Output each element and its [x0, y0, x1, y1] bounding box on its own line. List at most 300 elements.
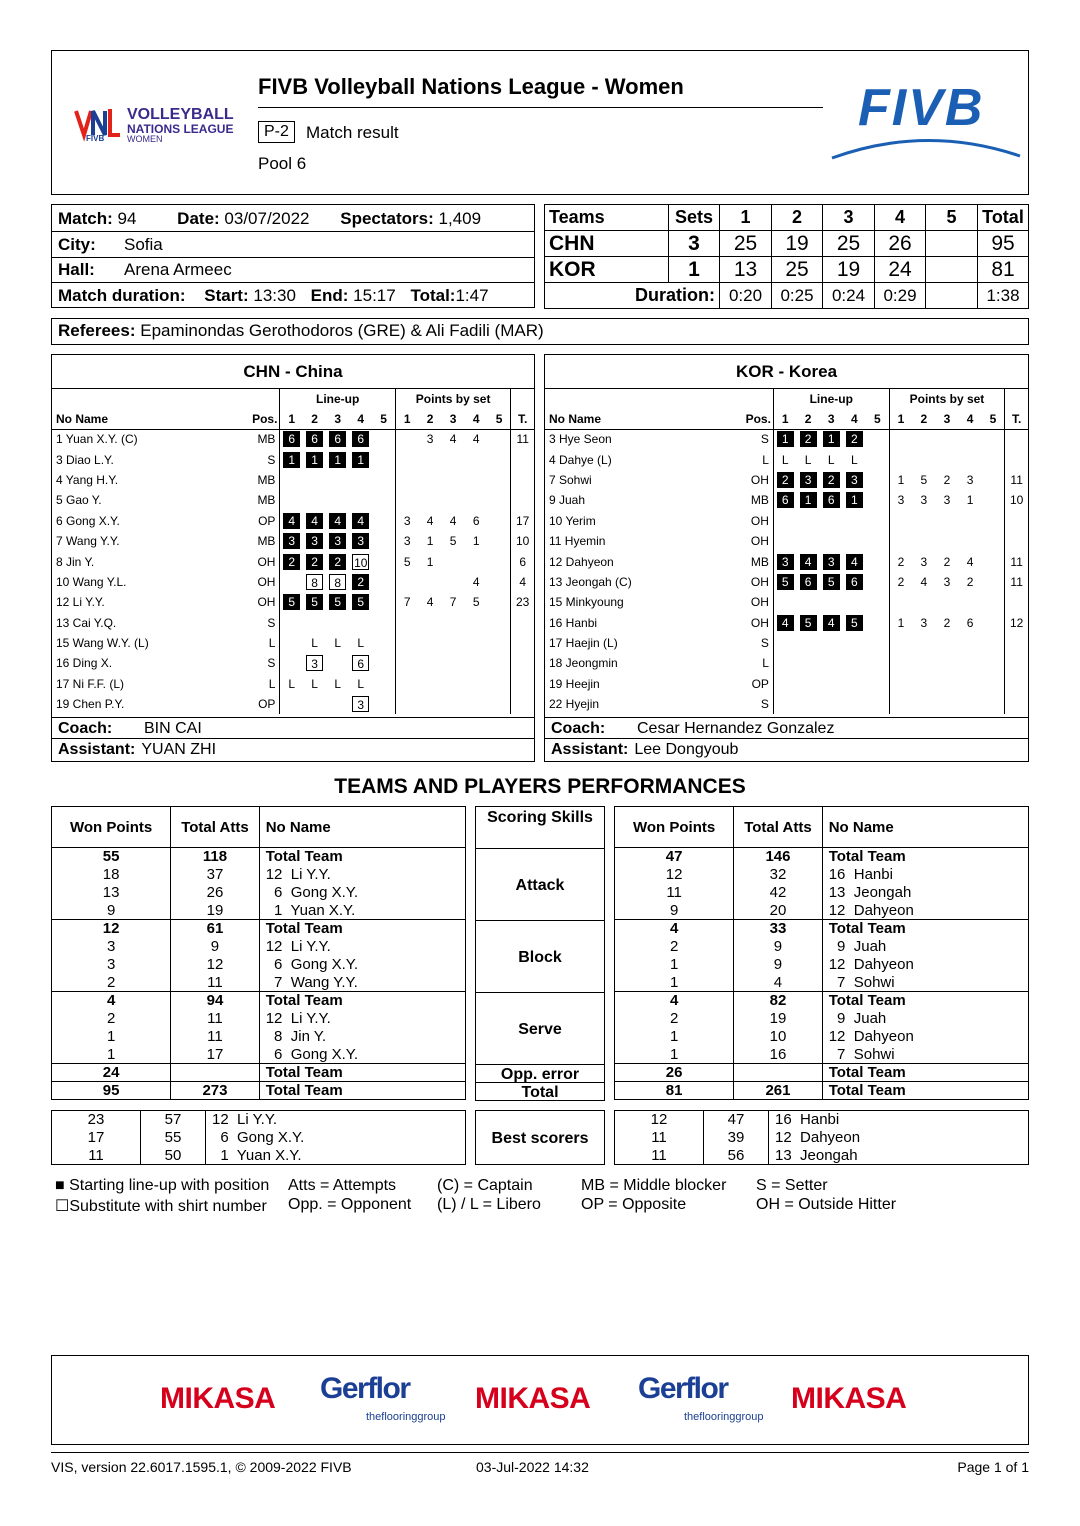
set-points-cell [465, 551, 488, 571]
roster-group-header [52, 389, 534, 409]
lineup-cell [372, 449, 395, 469]
player-position: OP [248, 511, 280, 531]
player-position: S [248, 449, 280, 469]
set-points-cell [395, 470, 418, 490]
set-points-cell: 2 [943, 472, 951, 487]
player-position: L [741, 449, 773, 469]
starting-position-box: 1 [846, 492, 863, 508]
set-points-cell: 3 [426, 432, 434, 447]
skill-total: Total [475, 1082, 605, 1101]
lineup-cell [372, 694, 395, 714]
starting-position-box: 5 [777, 574, 794, 590]
lineup-cell [820, 633, 843, 653]
col-lineup-set: 1 [280, 409, 303, 429]
player-position: OH [741, 511, 773, 531]
set-points-cell: 3 [920, 615, 928, 630]
won-points: 11 [615, 884, 734, 902]
set-points-cell [959, 694, 982, 714]
set-points-cell [395, 694, 418, 714]
col-lineup-set: 4 [349, 409, 372, 429]
won-points: 4 [615, 992, 734, 1010]
total-attempts: 82 [734, 992, 823, 1010]
starting-position-box: 2 [352, 574, 369, 590]
set-points-cell [935, 674, 958, 694]
player-total-points: 10 [1005, 490, 1028, 510]
end-label: End: [310, 286, 349, 305]
won-points: 4 [52, 992, 171, 1010]
lineup-cell [326, 572, 349, 592]
player-row [52, 674, 534, 694]
starting-position-box: 6 [283, 431, 300, 447]
performance-row [615, 1010, 1029, 1028]
total-attempts: 50 [141, 1147, 206, 1165]
spectators-label: Spectators: [340, 209, 434, 228]
divider [52, 257, 534, 258]
player-name: 9 Juah [549, 493, 586, 508]
player-row [545, 551, 1028, 571]
performance-row [615, 902, 1029, 920]
lineup-cell [303, 531, 326, 551]
player-row [52, 449, 534, 469]
roster-column-header [545, 409, 1028, 429]
player-name: 22 Hyejin [549, 697, 600, 712]
skill-opp-error: Opp. error [475, 1064, 605, 1083]
set-points-cell [395, 449, 418, 469]
starting-position-box: 4 [352, 513, 369, 529]
performance-row [52, 1046, 466, 1064]
player-position: L [741, 653, 773, 673]
lineup-cell: L [781, 452, 789, 467]
player-total-points [511, 674, 534, 694]
blank-cell [52, 389, 280, 409]
start-label: Start: [204, 286, 249, 305]
roster-table [52, 389, 534, 714]
won-points: 9 [615, 902, 734, 920]
total-attempts: 55 [141, 1129, 206, 1147]
set-points-cell: 2 [943, 615, 951, 630]
lineup-cell [843, 470, 866, 490]
lineup-cell [280, 572, 303, 592]
team-roster-chn [51, 354, 535, 762]
assistant-label: Assistant: [551, 740, 629, 758]
performance-row [615, 848, 1029, 866]
total-attempts: 261 [734, 1082, 823, 1100]
footer-timestamp: 03-Jul-2022 14:32 [476, 1459, 589, 1475]
player-or-team: 12 Dahyeon [828, 901, 914, 919]
player-row [52, 470, 534, 490]
score-row-kor [545, 257, 1029, 283]
referees-label: Referees: [58, 321, 136, 340]
substitute-box: 8 [306, 574, 323, 590]
performance-row [52, 1028, 466, 1046]
blank-cell [511, 389, 534, 409]
lineup-cell [843, 572, 866, 592]
performance-row [52, 974, 466, 992]
total-value: 1:47 [455, 286, 489, 305]
score-col-total: Total [978, 205, 1029, 231]
gerflor-logo: Gerflor [638, 1372, 728, 1405]
set-points-cell [889, 633, 912, 653]
match-date: 03/07/2022 [224, 209, 310, 228]
lineup-cell [280, 694, 303, 714]
col-no-name: No Name [52, 409, 248, 429]
set-points-cell [488, 653, 511, 673]
starting-position-box: 3 [846, 472, 863, 488]
player-total-points [511, 613, 534, 633]
lineup-cell [280, 470, 303, 490]
performance-row [52, 866, 466, 884]
gerflor-tagline: theflooringgroup [684, 1411, 764, 1423]
set-points-cell [419, 674, 442, 694]
lineup-cell [326, 551, 349, 571]
player-row [52, 592, 534, 612]
set-points-cell: 7 [403, 595, 411, 610]
page-title: FIVB Volleyball Nations League - Women [258, 74, 684, 99]
col-lineup-set: 2 [797, 409, 820, 429]
col-lineup-set: 3 [820, 409, 843, 429]
starting-position-box: 2 [800, 431, 817, 447]
won-points: 1 [615, 1028, 734, 1046]
player-row [545, 572, 1028, 592]
lineup-cell [326, 511, 349, 531]
player-name: 10 Wang Y.L. [56, 574, 127, 589]
set-points-cell: 2 [943, 554, 951, 569]
city-value: Sofia [124, 235, 163, 254]
set-points-cell [912, 531, 935, 551]
set-points-cell [912, 674, 935, 694]
lineup-cell [303, 429, 326, 449]
skill-best-scorers: Best scorers [475, 1110, 605, 1165]
performance-row [615, 1111, 1029, 1129]
player-or-team: Total Team [259, 1064, 465, 1082]
lineup-cell [326, 694, 349, 714]
player-row [52, 653, 534, 673]
set-points-cell: 3 [403, 534, 411, 549]
set-points-cell [395, 572, 418, 592]
substitute-box: 3 [306, 655, 323, 671]
performance-row [615, 956, 1029, 974]
set-points-cell [959, 511, 982, 531]
player-name: 19 Chen P.Y. [56, 697, 125, 712]
pool-label: Pool 6 [258, 154, 307, 173]
won-points: 1 [615, 1046, 734, 1064]
lineup-cell [773, 694, 796, 714]
player-total-points [511, 694, 534, 714]
assistant-label: Assistant: [58, 740, 136, 758]
lineup-cell [349, 613, 372, 633]
lineup-cell [773, 531, 796, 551]
performance-row [52, 1129, 466, 1147]
player-total-points: 23 [511, 592, 534, 612]
team-title: CHN - China [52, 355, 534, 389]
lineup-cell [372, 470, 395, 490]
substitute-box: 6 [352, 655, 369, 671]
coach-row [52, 717, 534, 738]
lineup-cell [349, 531, 372, 551]
footer-version: VIS, version 22.6017.1595.1, © 2009-2022 FIVB [51, 1459, 352, 1475]
won-points: 2 [615, 1010, 734, 1028]
performance-row [52, 1010, 466, 1028]
col-points-set: 4 [959, 409, 982, 429]
performance-row [615, 1147, 1029, 1165]
lineup-cell [349, 592, 372, 612]
set-points-cell [959, 653, 982, 673]
set-points-cell [982, 613, 1005, 633]
total-attempts: 42 [734, 884, 823, 902]
set-points-cell: 3 [403, 513, 411, 528]
lineup-cell [372, 531, 395, 551]
total-attempts: 26 [171, 884, 260, 902]
player-total-points: 12 [1005, 613, 1028, 633]
lineup-cell [820, 694, 843, 714]
set-points-cell [419, 633, 442, 653]
total-attempts: 11 [171, 1010, 260, 1028]
lineup-cell [866, 449, 889, 469]
set-points-cell [465, 449, 488, 469]
legend-opp: Opp. = Opponent [288, 1196, 412, 1213]
player-name: 7 Sohwi [549, 472, 592, 487]
performance-row [615, 1064, 1029, 1082]
player-name: 15 Minkyoung [549, 595, 624, 610]
set-points-cell: 5 [920, 472, 928, 487]
total-attempts [734, 1064, 823, 1082]
player-name: 12 Li Y.Y. [56, 595, 105, 610]
col-total: T. [1005, 409, 1028, 429]
score-table [544, 204, 1029, 309]
set-points-cell [488, 429, 511, 449]
lineup-cell [866, 674, 889, 694]
starting-position-box: 1 [823, 431, 840, 447]
set-points-cell: 1 [472, 534, 480, 549]
lineup-cell [797, 490, 820, 510]
set-points-cell [395, 490, 418, 510]
player-or-team: 7 Sohwi [828, 1045, 895, 1063]
lineup-cell [797, 694, 820, 714]
set-points-cell [465, 633, 488, 653]
player-or-team: 13 Jeongah [828, 884, 912, 901]
total-attempts: 32 [734, 866, 823, 884]
lineup-cell [349, 551, 372, 571]
starting-position-box: 4 [777, 615, 794, 631]
blank-cell [545, 389, 773, 409]
lineup-cell [866, 429, 889, 449]
starting-position-box: 1 [800, 492, 817, 508]
lineup-cell [797, 572, 820, 592]
total-attempts [171, 1064, 260, 1082]
lineup-cell [372, 511, 395, 531]
lineup-cell [820, 531, 843, 551]
lineup-cell [303, 470, 326, 490]
starting-position-box: 6 [777, 492, 794, 508]
vnl-logo-line1: VOLLEYBALL [127, 106, 234, 123]
legend-atts: Atts = Attempts [288, 1177, 397, 1194]
player-row [545, 653, 1028, 673]
match-info-row4 [58, 286, 489, 306]
starting-position-box: 3 [777, 554, 794, 570]
lineup-cell [280, 633, 303, 653]
player-or-team: 12 Li Y.Y. [265, 938, 331, 955]
fivb-logo-text: FIVB [858, 79, 985, 137]
set-score: 19 [772, 231, 823, 257]
end-value: 15:17 [353, 286, 396, 305]
set-duration [926, 283, 978, 309]
lineup-cell [797, 613, 820, 633]
player-total-points [511, 490, 534, 510]
won-points: 2 [52, 1010, 171, 1028]
lineup-cell [820, 551, 843, 571]
set-score: 19 [823, 257, 875, 283]
skills-header: Scoring Skills [475, 806, 605, 849]
starting-position-box: 5 [800, 615, 817, 631]
performance-row [52, 920, 466, 938]
starting-position-box: 6 [352, 431, 369, 447]
col-total-atts: Total Atts [171, 807, 260, 848]
player-position: OP [741, 674, 773, 694]
lineup-cell [372, 633, 395, 653]
player-or-team: 1 Yuan X.Y. [212, 1146, 302, 1164]
total-attempts: 16 [734, 1046, 823, 1064]
set-points-cell: 6 [472, 513, 480, 528]
score-col-set2: 2 [772, 205, 823, 231]
lineup-cell [303, 511, 326, 531]
set-points-cell [912, 511, 935, 531]
lineup-cell: L [334, 676, 342, 691]
player-or-team: 7 Wang Y.Y. [265, 973, 358, 991]
player-row [545, 511, 1028, 531]
set-points-cell [442, 674, 465, 694]
gerflor-tagline: theflooringgroup [366, 1411, 446, 1423]
lineup-cell [326, 592, 349, 612]
sets-won: 3 [669, 231, 720, 257]
col-lineup-set: 5 [866, 409, 889, 429]
player-position: S [741, 633, 773, 653]
performance-header [615, 807, 1029, 848]
set-points-cell [982, 470, 1005, 490]
player-row [545, 470, 1028, 490]
won-points: 24 [52, 1064, 171, 1082]
lineup-cell: L [827, 452, 835, 467]
player-name: 8 Jin Y. [56, 554, 95, 569]
col-points-set: 1 [395, 409, 418, 429]
starting-position-box: 4 [800, 554, 817, 570]
score-col-sets: Sets [669, 205, 720, 231]
starting-position-box: 5 [823, 574, 840, 590]
col-points-set: 5 [488, 409, 511, 429]
set-points-cell [982, 531, 1005, 551]
player-total-points [1005, 674, 1028, 694]
won-points: 1 [615, 956, 734, 974]
lineup-cell [797, 551, 820, 571]
set-points-cell [889, 449, 912, 469]
set-points-cell: 1 [966, 493, 974, 508]
team-title: KOR - Korea [545, 355, 1028, 389]
total-attempts: 37 [171, 866, 260, 884]
legend-libero: (L) / L = Libero [437, 1196, 541, 1213]
lineup-cell [349, 653, 372, 673]
start-value: 13:30 [253, 286, 296, 305]
points-group-label: Points by set [909, 392, 985, 406]
set-points-cell: 3 [966, 472, 974, 487]
lineup-cell [773, 613, 796, 633]
total-duration: 1:38 [978, 283, 1029, 309]
set-score: 25 [720, 231, 772, 257]
date-label: Date: [177, 209, 220, 228]
assistant-row [52, 738, 534, 759]
lineup-cell [280, 490, 303, 510]
player-position: MB [741, 490, 773, 510]
performance-row [615, 992, 1029, 1010]
player-name: 6 Gong X.Y. [56, 513, 120, 528]
set-points-cell [488, 449, 511, 469]
col-lineup-set: 4 [843, 409, 866, 429]
team-roster-kor [544, 354, 1029, 762]
lineup-cell [773, 592, 796, 612]
set-points-cell [889, 429, 912, 449]
lineup-cell [773, 633, 796, 653]
player-row [545, 429, 1028, 449]
set-duration: 0:24 [823, 283, 875, 309]
set-score: 13 [720, 257, 772, 283]
lineup-cell [866, 694, 889, 714]
starting-position-box: 2 [846, 431, 863, 447]
starting-position-box: 1 [283, 452, 300, 468]
player-row [52, 551, 534, 571]
starting-position-box: 5 [329, 594, 346, 610]
set-points-cell: 3 [943, 493, 951, 508]
won-points: 1 [52, 1046, 171, 1064]
won-points: 2 [615, 938, 734, 956]
roster-column-header [52, 409, 534, 429]
score-header [545, 205, 1029, 231]
set-points-cell [982, 694, 1005, 714]
player-position: L [248, 633, 280, 653]
player-position: MB [248, 531, 280, 551]
player-row [52, 633, 534, 653]
total-points: 95 [978, 231, 1029, 257]
starting-position-box: 3 [352, 533, 369, 549]
set-points-cell: 2 [966, 574, 974, 589]
performance-row [615, 1082, 1029, 1100]
player-or-team: 12 Dahyeon [828, 956, 914, 973]
player-or-team: Total Team [822, 992, 1028, 1010]
total-label: Total: [410, 286, 456, 305]
starting-position-box: 4 [283, 513, 300, 529]
player-position: OH [741, 572, 773, 592]
player-name: 13 Cai Y.Q. [56, 615, 117, 630]
divider [52, 282, 534, 283]
set-points-cell [935, 694, 958, 714]
total-attempts: 12 [171, 956, 260, 974]
player-name: 19 Heejin [549, 676, 600, 691]
set-points-cell [488, 511, 511, 531]
player-total-points: 6 [511, 551, 534, 571]
score-col-set4: 4 [875, 205, 926, 231]
performance-row [52, 1147, 466, 1165]
player-row [545, 613, 1028, 633]
lineup-cell [773, 429, 796, 449]
performance-row [52, 938, 466, 956]
lineup-cell [303, 592, 326, 612]
set-points-cell: 2 [897, 574, 905, 589]
lineup-cell [303, 613, 326, 633]
coach-name: BIN CAI [144, 719, 202, 737]
starting-position-box: 5 [306, 594, 323, 610]
lineup-cell [326, 429, 349, 449]
performance-row [615, 938, 1029, 956]
lineup-cell [303, 449, 326, 469]
set-points-cell: 4 [472, 574, 480, 589]
match-info-row2 [58, 235, 163, 255]
